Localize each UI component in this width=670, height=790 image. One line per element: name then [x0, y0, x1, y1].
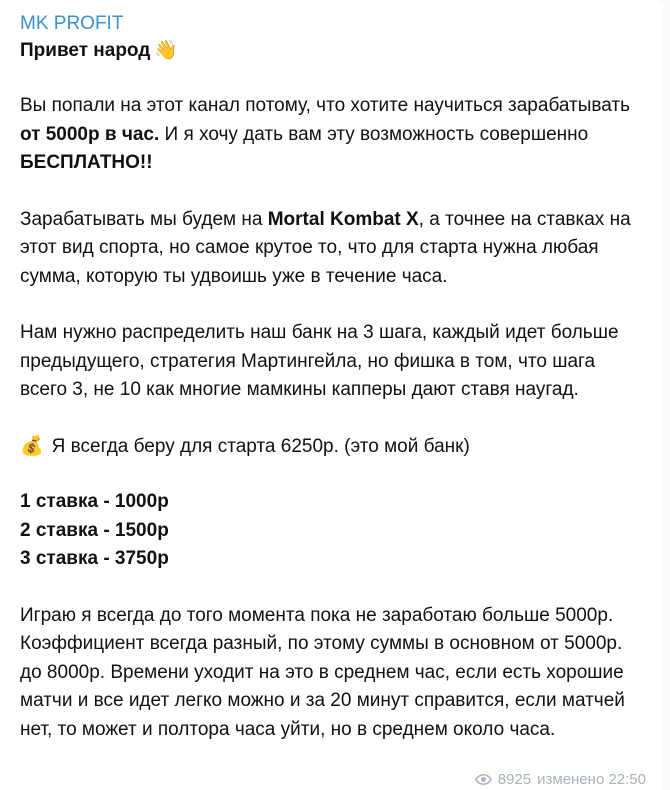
message-meta	[471, 771, 646, 788]
view-count: 8925	[497, 771, 532, 788]
waving-hand-icon: 👋	[154, 40, 179, 61]
bet-item-1: 1 ставка - 1000р	[20, 491, 169, 512]
intro-text-a: Вы попали на этот канал потому, что хотите научиться зарабатывать	[20, 95, 631, 116]
intro-text-d: БЕСПЛАТНО!!	[20, 152, 153, 173]
game-text-a: Зарабатывать мы будем на	[20, 208, 268, 230]
money-bag-icon: 💰	[20, 435, 44, 457]
game-text-b: Mortal Kombat X	[267, 208, 419, 230]
intro-text-b: от 5000р в час.	[20, 123, 160, 145]
eye-icon	[475, 774, 492, 785]
game-text-c: , а точнее на ставках на этот вид спорта, но самое крутое то, что для старта нужна любая сумма, которую ты удвоишь уже в течение часа.	[20, 208, 631, 287]
paragraph-intro	[20, 92, 644, 178]
intro-text-c: И я хочу дать вам эту возможность совершенно	[159, 123, 589, 145]
paragraph-bank	[20, 433, 644, 462]
paragraph-game	[20, 206, 644, 292]
bet-item-3: 3 ставка - 3750р	[20, 548, 169, 569]
channel-name[interactable]: MK PROFIT	[20, 13, 124, 34]
paragraph-play: Играю я всегда до того момента пока не заработаю больше 5000р. Коэффициент всегда разный, по этому суммы в основном от 5000р. до 8000р. Времени уходит на это в среднем час, если есть хорошие матчи и все идет легко можно и за 20 минут справится, если матчей нет, то может и полтора часа уйти, но в среднем около часа.	[20, 604, 625, 740]
bet-item-2: 2 ставка - 1500р	[20, 519, 169, 541]
edited-time: изменено 22:50	[537, 771, 646, 788]
bets-list	[20, 488, 644, 574]
bank-text: Я всегда беру для старта 6250р. (это мой банк)	[51, 435, 470, 457]
paragraph-strategy: Нам нужно распределить наш банк на 3 шага, каждый идет больше предыдущего, стратегия Мартингейла, но фишка в том, что шага всего 3, не 10 как многие мамкины капперы дают ставя наугад.	[20, 322, 619, 400]
greeting	[20, 37, 644, 64]
greeting-text: Привет народ	[20, 40, 151, 61]
